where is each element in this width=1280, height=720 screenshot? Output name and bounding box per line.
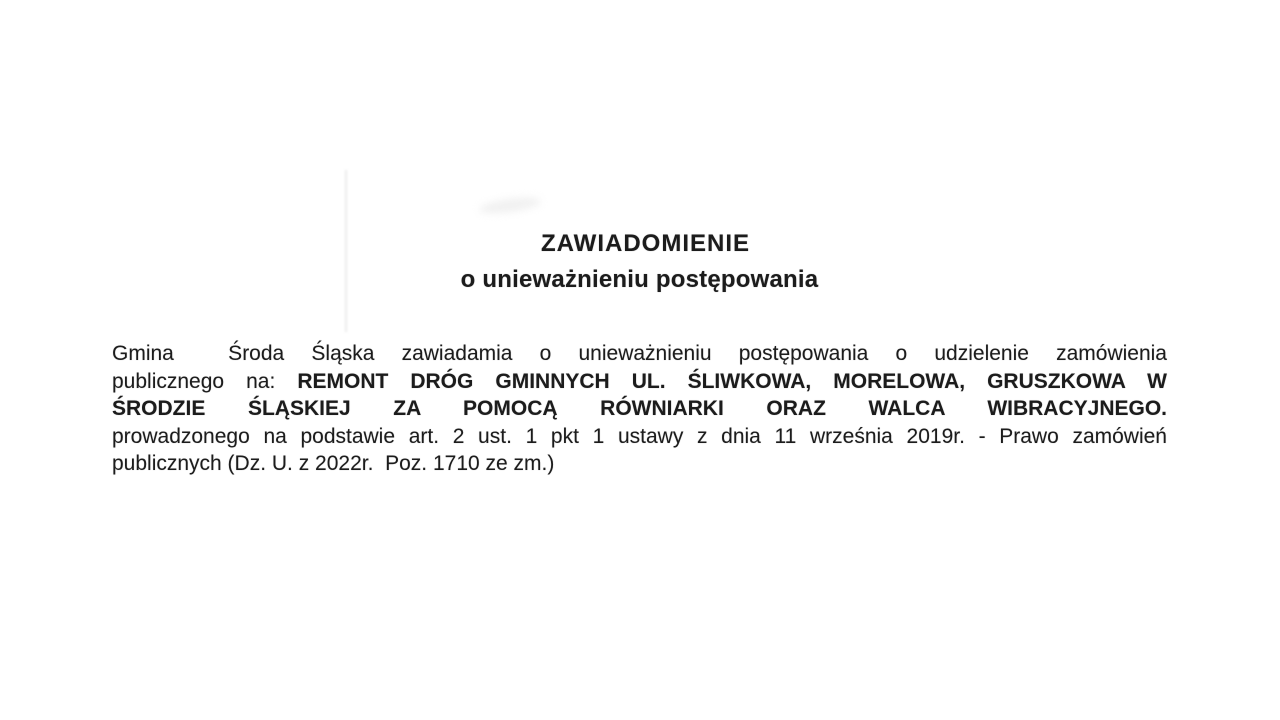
- notice-title: ZAWIADOMIENIE: [541, 230, 750, 257]
- notice-subtitle: o unieważnieniu postępowania: [460, 266, 819, 293]
- notice-header: [112, 229, 1167, 295]
- scan-artifact-smudge: [478, 195, 541, 217]
- body-line-2: [112, 368, 1167, 396]
- body-line-1: Gmina Środa Śląska zawiadamia o unieważnieniu postępowania o udzielenie zamówienia: [112, 342, 1167, 365]
- body-line-3: ŚRODZIE ŚLĄSKIEJ ZA POMOCĄ RÓWNIARKI ORAZ WALCA WIBRACYJNEGO.: [112, 397, 1167, 420]
- notice-body: [112, 340, 1167, 478]
- body-line-5: publicznych (Dz. U. z 2022r. Poz. 1710 ze zm.): [112, 452, 555, 475]
- body-line-2-regular: publicznego na:: [112, 369, 298, 393]
- body-line-2-bold: REMONT DRÓG GMINNYCH UL. ŚLIWKOWA, MORELOWA, GRUSZKOWA W: [297, 369, 1167, 393]
- body-line-4: prowadzonego na podstawie art. 2 ust. 1 pkt 1 ustawy z dnia 11 września 2019r. - Prawo zamówień: [112, 424, 1167, 448]
